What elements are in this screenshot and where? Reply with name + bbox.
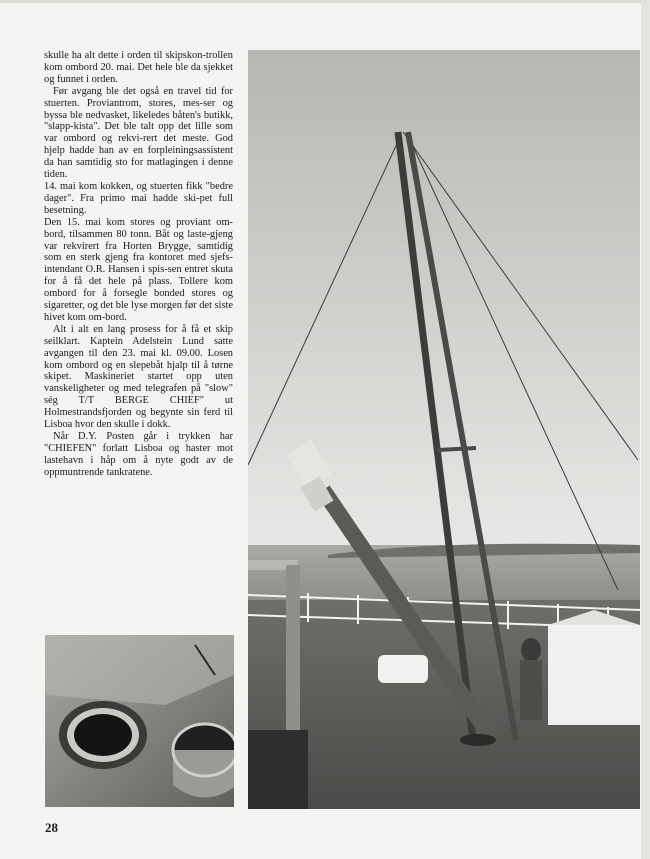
paragraph: 14. mai kom kokken, og stuerten fikk "bedre dager". Fra primo mai hadde ski-pet full besetning.: [44, 180, 233, 216]
paragraph: Når D.Y. Posten går i trykken har "CHIEFEN" forlatt Lisboa og haster mot lastehavn i håp om å nyte godt av de oppmuntrende tankratene.: [44, 431, 233, 478]
top-rule: [0, 0, 650, 3]
paragraph: Alt i alt en lang prosess for å få et skip seilklart. Kaptein Adelstein Lund satte avgangen til den 23. mai kl. 09.00. Losen kom ombord og en slepebåt hjalp til å tørne skipet. Maskineriet startet opp uten vanskeligheter og med telegrafen på "slow" ség T/T BERGE CHIEF" ut Holmestrandsfjorden og begynte sin ferd til Lisboa hvor den skulle i dokk.: [44, 323, 233, 431]
article-text: [44, 50, 233, 479]
page-number: 28: [45, 820, 58, 835]
paragraph: Den 15. mai kom stores og proviant om-bord, tilsammen 80 tonn. Båt og laste-gjeng var rekvirert fra Horten Brygge, samtidig som en sterk gjeng fra kontoret med sjefs-intendant O.R. Hansen i spis-sen entret skuta for å få det hele på plass. Tollere kom ombord for å forsegle bonded stores og sigaretter, og det ble lyse morgen før det siste hivet kom om-bord.: [44, 216, 233, 323]
page-edge: [641, 0, 650, 859]
photo-deck-hatches: [45, 635, 234, 807]
paragraph: skulle ha alt dette i orden til skipskon-trollen kom ombord 20. mai. Det hele ble da sjekket og funnet i orden.: [44, 50, 233, 85]
paragraph: Før avgang ble det også en travel tid for stuerten. Proviantrom, stores, mes-ser og byssa ble nedvasket, likeledes båten's butikk, "slapp-kista". Det ble talt opp det lille som var ombord og rekvi-rert det meste. God hjelp hadde han av en forpleiningsassistent da han samtidig sto for matlagingen i denne tiden.: [44, 85, 233, 181]
photo-deck-mast: [248, 50, 640, 809]
